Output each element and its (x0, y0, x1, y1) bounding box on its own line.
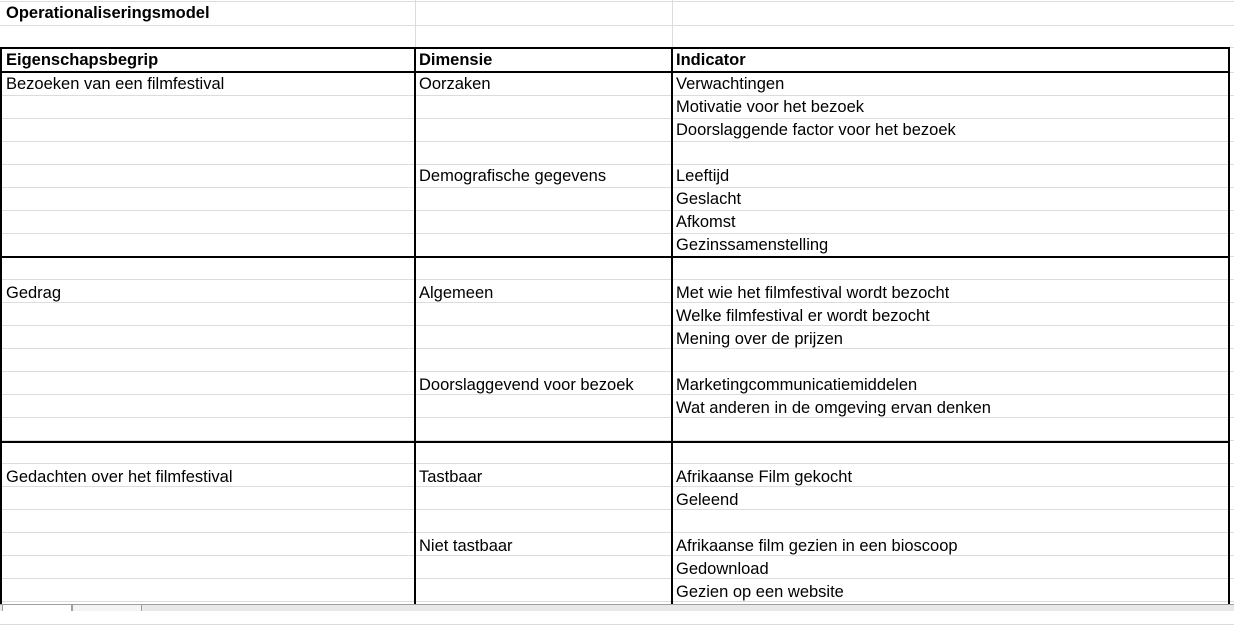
gridline-horizontal (0, 141, 1234, 142)
indicator-cell[interactable]: Afkomst (676, 213, 736, 231)
gridline-horizontal (0, 118, 1234, 119)
indicator-cell[interactable]: Motivatie voor het bezoek (676, 98, 865, 116)
indicator-cell[interactable]: Met wie het filmfestival wordt bezocht (676, 284, 950, 302)
indicator-cell[interactable]: Marketingcommunicatiemiddelen (676, 376, 918, 394)
gridline-horizontal (0, 509, 1234, 510)
sheet-title[interactable]: Operationaliseringsmodel (6, 4, 210, 22)
gridline-horizontal (0, 463, 1234, 464)
gridline-horizontal (0, 233, 1234, 234)
header-dimension[interactable]: Dimensie (419, 51, 493, 69)
border-horizontal (0, 441, 1230, 443)
gridline-horizontal (0, 302, 1234, 303)
indicator-cell[interactable]: Verwachtingen (676, 75, 785, 93)
indicator-cell[interactable]: Afrikaanse Film gekocht (676, 468, 853, 486)
border-vertical (671, 47, 673, 604)
gridline-horizontal (0, 601, 1234, 602)
gridline-horizontal (0, 187, 1234, 188)
sheet-tab[interactable] (72, 605, 142, 611)
concept-cell[interactable]: Gedachten over het filmfestival (6, 468, 233, 486)
concept-cell[interactable]: Gedrag (6, 284, 62, 302)
border-vertical (1228, 47, 1230, 604)
indicator-cell[interactable]: Geslacht (676, 190, 742, 208)
border-vertical (414, 47, 416, 604)
dimension-cell[interactable]: Demografische gegevens (419, 167, 607, 185)
border-horizontal (0, 256, 1230, 258)
gridline-horizontal (0, 348, 1234, 349)
indicator-cell[interactable]: Gezinssamenstelling (676, 236, 829, 254)
gridline-horizontal (0, 279, 1234, 280)
indicator-cell[interactable]: Mening over de prijzen (676, 330, 843, 348)
gridline-horizontal (0, 417, 1234, 418)
dimension-cell[interactable]: Doorslaggevend voor bezoek (419, 376, 634, 394)
gridline-horizontal (0, 578, 1234, 579)
gridline-horizontal (0, 164, 1234, 165)
header-concept[interactable]: Eigenschapsbegrip (6, 51, 159, 69)
indicator-cell[interactable]: Gezien op een website (676, 583, 844, 601)
dimension-cell[interactable]: Tastbaar (419, 468, 483, 486)
dimension-cell[interactable]: Niet tastbaar (419, 537, 513, 555)
indicator-cell[interactable]: Geleend (676, 491, 739, 509)
indicator-cell[interactable]: Afrikaanse film gezien in een bioscoop (676, 537, 958, 555)
indicator-cell[interactable]: Doorslaggende factor voor het bezoek (676, 121, 956, 139)
sheet-tab[interactable] (2, 605, 72, 611)
indicator-cell[interactable]: Wat anderen in de omgeving ervan denken (676, 399, 991, 417)
indicator-cell[interactable]: Leeftijd (676, 167, 730, 185)
gridline-horizontal (0, 25, 1234, 26)
border-vertical (0, 47, 2, 604)
border-horizontal (0, 47, 1230, 49)
gridline-horizontal (0, 325, 1234, 326)
header-indicator[interactable]: Indicator (676, 51, 746, 69)
concept-cell[interactable]: Bezoeken van een filmfestival (6, 75, 225, 93)
gridline-horizontal (0, 210, 1234, 211)
indicator-cell[interactable]: Welke filmfestival er wordt bezocht (676, 307, 930, 325)
dimension-cell[interactable]: Oorzaken (419, 75, 491, 93)
gridline-horizontal (0, 371, 1234, 372)
dimension-cell[interactable]: Algemeen (419, 284, 494, 302)
gridline-horizontal (0, 532, 1234, 533)
indicator-cell[interactable]: Gedownload (676, 560, 769, 578)
gridline-horizontal (0, 555, 1234, 556)
